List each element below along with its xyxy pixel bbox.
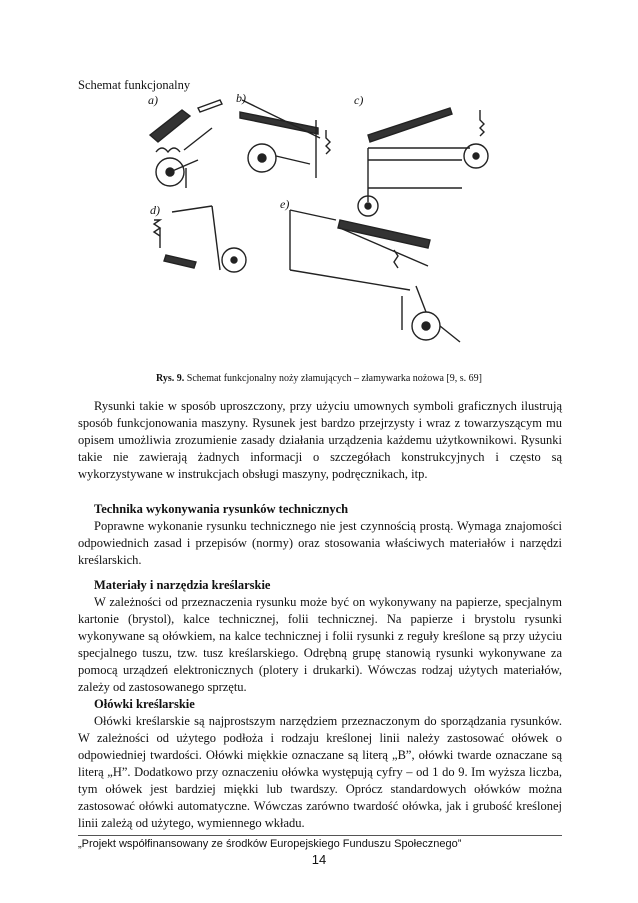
- section-materials-text: W zależności od przeznaczenia rysunku może być on wykonywany na papierze, specjalnym kartonie (brystol), kalce technicznej, folii technicznej. Na papierze i brystolu rysunki wykonywane są ołówkiem, na kalce technicznej i folii rysunki z reguły kreślone są przy użyciu specjalnego tuszu, tzw. tusz kreślarskiego. Odrębną grupę stanowią rysunki wykonywane za pomocą urządzeń elektronicznych (plotery i drukarki). Wówczas rodzaj użytych materiałów, zależy od zastosowanego sprzętu.: [78, 595, 562, 694]
- paragraph-intro-text: Rysunki takie w sposób uproszczony, przy użyciu umownych symboli graficznych ilustrują sposób funkcjonowania maszyny. Rysunek jest bardzo przejrzysty i wraz z towarzyszącym mu opisem umożliwia zrozumienie zasady działania urządzenia każdemu użytkownikowi. Rysunki takie nie zawierają żadnych informacji o szczegółach konstrukcyjnych i często są wykorzystywane w instrukcjach obsługi maszyny, podręcznikach, itp.: [78, 399, 562, 481]
- diagram-label-c: c): [354, 93, 364, 107]
- functional-diagram: [140, 90, 500, 362]
- caption-text: Schemat funkcjonalny noży złamujących – złamywarka nożowa [9, s. 69]: [186, 373, 482, 384]
- caption-prefix: Rys. 9.: [156, 373, 185, 384]
- diagram-label-b: b): [236, 91, 246, 105]
- figure-caption: [0, 373, 638, 384]
- footer-divider: [78, 835, 562, 836]
- paragraph-intro: [78, 398, 562, 483]
- section-pencils-title: Ołówki kreślarskie: [94, 697, 195, 711]
- page-number: 14: [311, 852, 327, 867]
- section-technique-title: Technika wykonywania rysunków technicznych: [94, 502, 349, 516]
- diagram-label-a: a): [148, 93, 158, 107]
- section-materials: [78, 577, 562, 696]
- section-technique: [78, 501, 562, 569]
- section-pencils-text: Ołówki kreślarskie są najprostszym narzędziem przeznaczonym do sporządzania rysunków. W zależności od użytego podłoża i rodzaju kreślonej linii należy zastosować ołówek o odpowiedniej twardości. Ołówki miękkie oznaczane są literą „B”, ołówki twarde oznaczane są literą „H”. Dodatkowo przy oznaczeniu ołówka występują cyfry – od 1 do 9. Im wyższa liczba, tym ołówek jest bardziej miękki lub twardszy. Oprócz standardowych ołówków można zastosować ołówki automatyczne. Wówczas zarówno twardość ołówka, jak i grubość kreślonej linii zależą od użytego, wymiennego wkładu.: [78, 714, 562, 830]
- figure-section-title: Schemat funkcjonalny: [78, 78, 191, 92]
- diagram-label-d: d): [150, 203, 160, 217]
- footer-project-note: „Projekt współfinansowany ze środków Europejskiego Funduszu Społecznego”: [78, 838, 462, 850]
- section-pencils: [78, 696, 562, 832]
- section-technique-text: Poprawne wykonanie rysunku technicznego nie jest czynnością prostą. Wymaga znajomości odpowiednich zasad i przepisów (normy) oraz stosowania właściwych materiałów i narzędzi kreślarskich.: [78, 519, 562, 567]
- diagram-label-e: e): [280, 197, 290, 211]
- section-materials-title: Materiały i narzędzia kreślarskie: [94, 578, 271, 592]
